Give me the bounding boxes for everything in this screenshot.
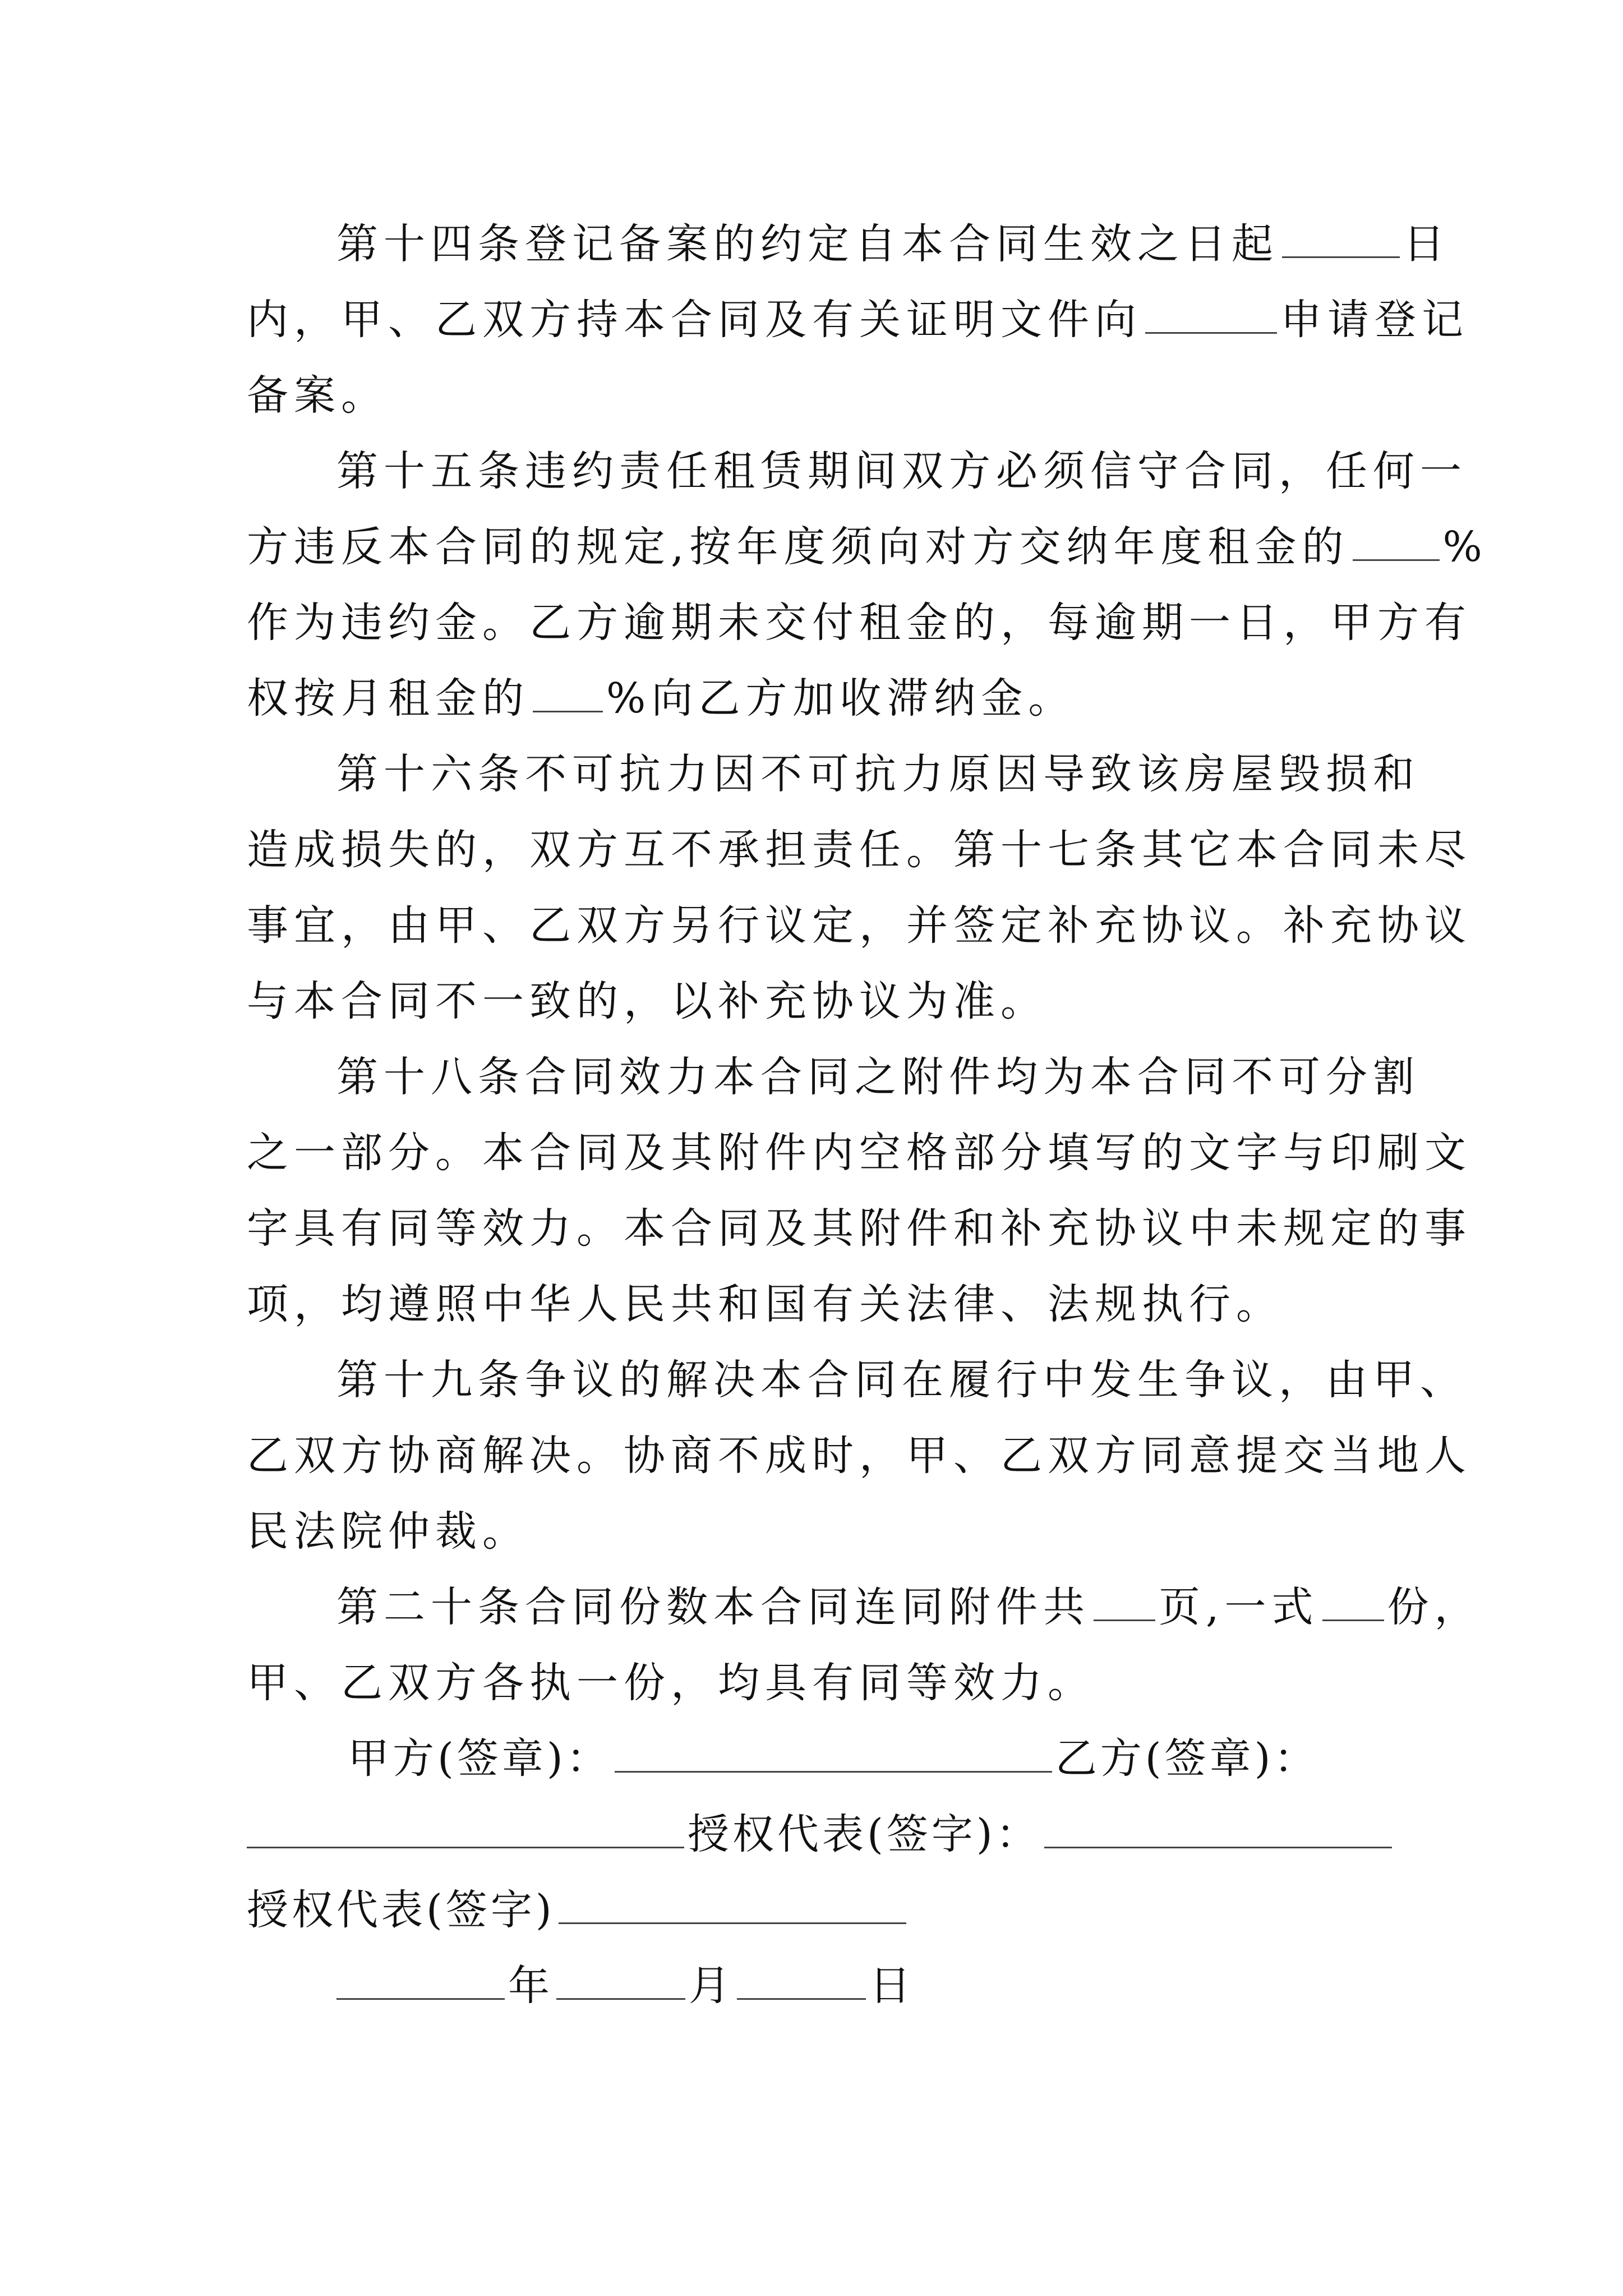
fill-blank xyxy=(1094,1582,1155,1621)
fill-blank xyxy=(533,674,603,712)
text: 页,一式 xyxy=(1159,1583,1319,1631)
text: 权按月租金的 xyxy=(247,674,529,723)
article-18-line-4 xyxy=(247,1276,1380,1332)
text: 内，甲、乙双方持本合同及有关证明文件向 xyxy=(247,296,1142,344)
fill-blank xyxy=(1322,1582,1384,1621)
article-15-line-1 xyxy=(336,443,1467,499)
text: 造成损失的，双方互不承担责任。第十七条其它本合同未尽 xyxy=(247,826,1472,874)
text: 第十九条争议的解决本合同在履行中发生争议，由甲、 xyxy=(336,1356,1467,1404)
text: % xyxy=(1442,523,1488,571)
text: 乙双方协商解决。协商不成时，甲、乙双方同意提交当地人 xyxy=(247,1432,1472,1480)
article-16-line-3 xyxy=(247,898,1472,954)
party-b-signature-blank xyxy=(247,1810,684,1848)
text: 民法院仲裁。 xyxy=(247,1507,529,1556)
text: 日 xyxy=(1403,220,1450,268)
article-19-line-3 xyxy=(247,1503,1380,1559)
article-15-line-3 xyxy=(247,595,1472,651)
text: 与本合同不一致的，以补充协议为准。 xyxy=(247,977,1048,1025)
day-label: 日 xyxy=(869,1962,914,2010)
article-14-line-3 xyxy=(247,367,1380,424)
text: 之一部分。本合同及其附件内空格部分填写的文字与印刷文 xyxy=(247,1129,1472,1177)
text: 备案。 xyxy=(247,371,388,420)
fill-blank xyxy=(1353,522,1440,561)
signature-line-2 xyxy=(247,1806,1380,1862)
text: 第十六条不可抗力因不可抗力原因导致该房屋毁损和 xyxy=(336,750,1420,798)
article-18-line-2 xyxy=(247,1125,1472,1181)
text: 第十四条登记备案的约定自本合同生效之日起 xyxy=(336,220,1279,268)
day-blank xyxy=(737,1961,866,2000)
fill-blank xyxy=(1282,219,1400,258)
text: 第二十条合同份数本合同连同附件共 xyxy=(336,1583,1090,1631)
year-blank xyxy=(336,1961,505,2000)
party-a-signature-blank xyxy=(615,1734,1052,1773)
article-20-line-1 xyxy=(336,1579,1482,1635)
auth-rep-1-label: 授权代表(签字)： xyxy=(688,1810,1041,1858)
month-blank xyxy=(556,1961,685,2000)
text: 事宜，由甲、乙双方另行议定，并签定补充协议。补充协议 xyxy=(247,901,1472,950)
party-b-label: 乙方(签章)： xyxy=(1055,1734,1319,1783)
article-18-line-3 xyxy=(247,1200,1472,1257)
text: 项，均遵照中华人民共和国有关法律、法规执行。 xyxy=(247,1280,1283,1328)
article-20-line-2 xyxy=(247,1655,1380,1711)
auth-rep-2-blank xyxy=(559,1885,906,1924)
article-18-line-1 xyxy=(336,1049,1420,1105)
text: %向乙方加收滞纳金。 xyxy=(606,674,1076,723)
year-label: 年 xyxy=(508,1962,553,2010)
text: 申请登记 xyxy=(1280,296,1469,344)
signature-line-1 xyxy=(348,1731,1380,1787)
article-15-line-4 xyxy=(247,670,1380,726)
auth-rep-1-blank xyxy=(1044,1810,1392,1848)
article-19-line-2 xyxy=(247,1428,1472,1484)
article-16-line-4 xyxy=(247,973,1380,1029)
article-14-line-2 xyxy=(247,292,1469,348)
text: 方违反本合同的规定,按年度须向对方交纳年度租金的 xyxy=(247,523,1349,571)
date-line xyxy=(336,1958,1380,2014)
article-16-line-1 xyxy=(336,746,1420,802)
article-16-line-2 xyxy=(247,822,1472,878)
signature-line-3 xyxy=(247,1882,1380,1938)
party-a-label: 甲方(签章)： xyxy=(348,1734,611,1783)
text: 甲、乙双方各执一份，均具有同等效力。 xyxy=(247,1659,1095,1707)
article-19-line-1 xyxy=(336,1352,1467,1408)
auth-rep-2-label: 授权代表(签字) xyxy=(247,1886,555,1934)
text: 第十五条违约责任租赁期间双方必须信守合同，任何一 xyxy=(336,447,1467,495)
fill-blank xyxy=(1145,295,1277,334)
month-label: 月 xyxy=(689,1962,734,2010)
text: 字具有同等效力。本合同及其附件和补充协议中未规定的事 xyxy=(247,1204,1472,1253)
article-15-line-2 xyxy=(247,519,1488,575)
text: 作为违约金。乙方逾期未交付租金的，每逾期一日，甲方有 xyxy=(247,599,1472,647)
text: 份， xyxy=(1387,1583,1482,1631)
text: 第十八条合同效力本合同之附件均为本合同不可分割 xyxy=(336,1053,1420,1101)
article-14-line-1 xyxy=(336,216,1450,272)
